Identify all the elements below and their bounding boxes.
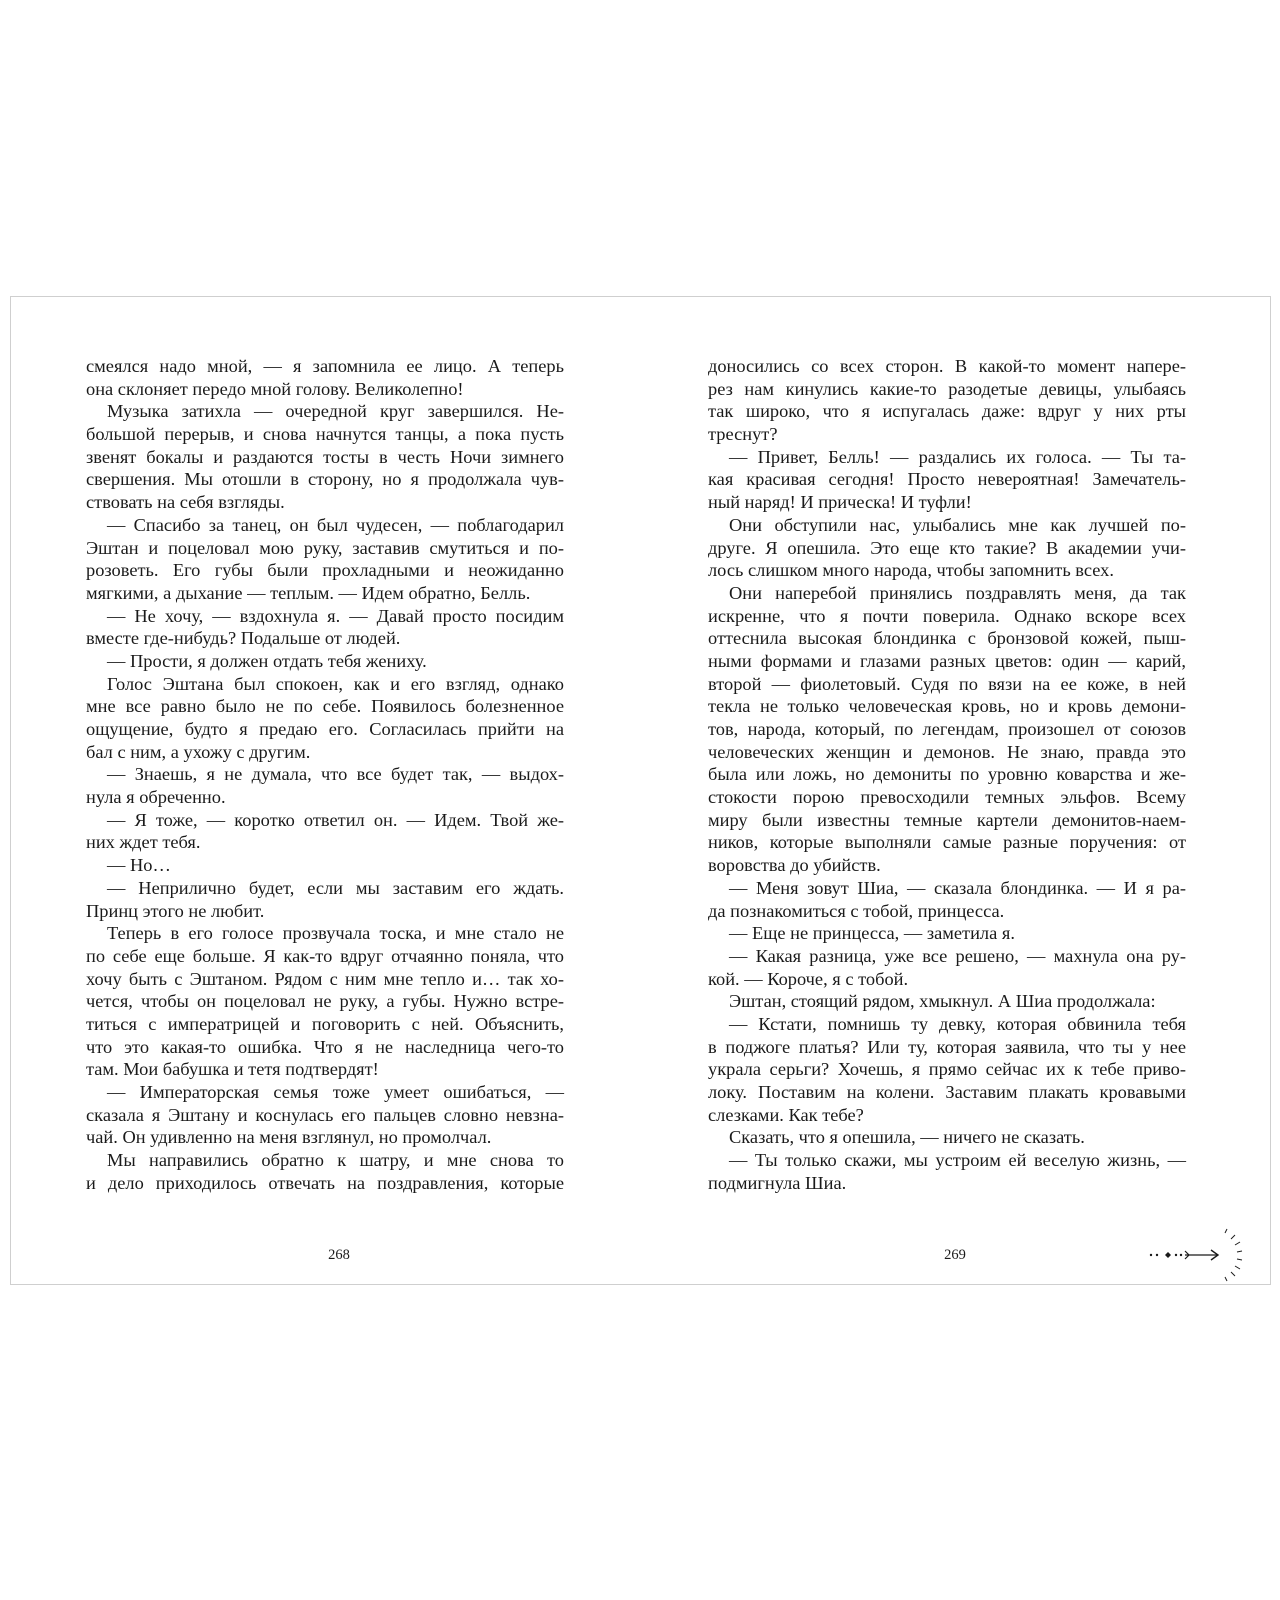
left-page-text-line: — Спасибо за танец, он был чудесен, — поблагодарил [107, 514, 564, 535]
right-page-text-line: да познакомиться с тобой, принцесса. [708, 900, 1005, 921]
left-page-text-line: розоветь. Его губы были прохладными и неожиданно [86, 560, 564, 581]
left-page-number: 268 [328, 1247, 350, 1263]
right-page-text-line: искренне, что я почти поверила. Однако вскоре всех [708, 605, 1186, 626]
left-page-text-line: хочу быть с Эштаном. Рядом с ним мне тепло и… так хо- [86, 968, 564, 989]
right-page-text-line: рез нам кинулись какие-то разодетые девицы, улыбаясь [708, 378, 1186, 399]
right-page-text-line: Они обступили нас, улыбались мне как лучшей по- [729, 514, 1186, 535]
left-page-text-line: свершения. Мы отошли в сторону, но я продолжала чув- [86, 469, 564, 490]
left-page-text-line: — Я тоже, — коротко ответил он. — Идем. Твой же- [107, 809, 564, 830]
right-page-text-line: Сказать, что я опешила, — ничего не сказать. [729, 1127, 1085, 1148]
right-page-text-line: ными формами и глазами разных цветов: один — карий, [708, 650, 1186, 671]
right-page-text-line: текла не только человеческая кровь, но и кровь демони- [708, 696, 1186, 717]
left-page-text-line: — Не хочу, — вздохнула я. — Давай просто посидим [107, 605, 564, 626]
left-page-text-line: Эштан и поцеловал мою руку, заставив смутиться и по- [86, 537, 564, 558]
left-page-text-line: Теперь в его голосе прозвучала тоска, и мне стало не [107, 923, 564, 944]
left-page-text [86, 355, 564, 1194]
left-page-text-line: мне все равно было не по себе. Появилось болезненное [86, 696, 564, 717]
left-page-text-line: по себе еще больше. Я как-то вдруг отчаянно поняла, что [86, 945, 564, 966]
arrow-moon-ornament-icon [1147, 1227, 1251, 1283]
left-page-text-line: — Но… [107, 855, 171, 876]
right-page-text-line: в поджоге платья? Или ту, которая заявила, что ты у нее [708, 1036, 1186, 1057]
left-page-text-line: ствовать на себя взгляды. [86, 492, 285, 513]
left-page-text-line: чется, чтобы он поцеловал не руку, а губы. Нужно встре- [86, 991, 564, 1012]
left-page-text-line: Мы направились обратно к шатру, и мне снова то [107, 1150, 564, 1171]
right-page-text-line: — Ты только скажи, мы устроим ей веселую жизнь, — [729, 1150, 1186, 1171]
left-page-text-line: титься с императрицей и поговорить с ней. Объяснить, [86, 1013, 564, 1034]
left-page-text-line: большой перерыв, и снова начнутся танцы, а пока пусть [86, 424, 564, 445]
right-page-text-line: кая красивая сегодня! Просто невероятная! Замечатель- [708, 469, 1186, 490]
right-page-text-line: человеческих женщин и демонов. Не знаю, правда это [708, 741, 1186, 762]
right-page-text-line: украла серьги? Хочешь, я прямо сейчас их к тебе приво- [708, 1059, 1186, 1080]
right-page-text-line: — Привет, Белль! — раздались их голоса. — Ты та- [729, 446, 1186, 467]
right-page-text-line: треснут? [708, 424, 778, 445]
right-page-text-line: второй — фиолетовый. Судя по вязи на ее коже, в ней [708, 673, 1186, 694]
left-page-text-line: бал с ним, а ухожу с другим. [86, 741, 311, 762]
left-page-text-line: нула я обреченно. [86, 787, 226, 808]
left-page-text-line: чай. Он удивленно на меня взглянул, но промолчал. [86, 1127, 492, 1148]
left-page-text-line: сказала я Эштану и коснулась его пальцев словно невзна- [86, 1104, 564, 1125]
left-page-text-line: — Прости, я должен отдать тебя жениху. [107, 650, 427, 671]
left-page-text-line: ощущение, будто я предаю его. Согласилась прийти на [86, 719, 564, 739]
right-page-text-line: друге. Я опешила. Это еще кто такие? В академии учи- [708, 537, 1186, 558]
right-page-text-line: так широко, что я испугалась даже: вдруг у них рты [708, 401, 1186, 422]
left-page-text-line: и дело приходилось отвечать на поздравления, которые [86, 1172, 564, 1193]
left-page-text-line: она склоняет передо мной голову. Великолепно! [86, 378, 464, 399]
right-page-text [708, 355, 1186, 1194]
right-page-text-line: подмигнула Шиа. [708, 1172, 847, 1193]
right-page-text-line: миру были известны темные картели демонитов-наем- [708, 809, 1186, 830]
right-page-text-line: ный наряд! И прическа! И туфли! [708, 492, 972, 513]
right-page-text-line: кой. — Короче, я с тобой. [708, 968, 909, 989]
left-page-text-line: — Неприлично будет, если мы заставим его ждать. [107, 877, 564, 898]
right-page-text-line: Эштан, стоящий рядом, хмыкнул. А Шиа продолжала: [729, 991, 1156, 1012]
right-page-text-line: оттеснила высокая блондинка с бронзовой кожей, пыш- [708, 628, 1186, 649]
right-page-text-line: лось слишком много народа, чтобы запомнить всех. [708, 560, 1114, 581]
right-page-text-line: Они наперебой принялись поздравлять меня, да так [729, 582, 1186, 603]
right-page-text-line: доносились со всех сторон. В какой-то момент напере- [708, 356, 1186, 376]
left-page-text-line: Музыка затихла — очередной круг завершился. Не- [107, 401, 564, 422]
left-page-text-line: что это какая-то ошибка. Что я не наследница чего-то [86, 1036, 564, 1057]
left-page-text-line: них ждет тебя. [86, 832, 201, 853]
left-page-text-line: звенят бокалы и раздаются тосты в честь Ночи зимнего [86, 446, 564, 467]
right-page-number: 269 [944, 1247, 966, 1263]
right-page-text-line: — Еще не принцесса, — заметила я. [729, 923, 1015, 944]
left-page-text-line: — Знаешь, я не думала, что все будет так, — выдох- [107, 764, 564, 785]
right-page-text-line: стокости порою превосходили темных эльфов. Всему [708, 787, 1186, 808]
book-spread [10, 296, 1271, 1285]
left-page-text-line: Голос Эштана был спокоен, как и его взгляд, однако [107, 673, 564, 694]
right-page-text-line: локу. Поставим на колени. Заставим плакать кровавыми [708, 1082, 1186, 1102]
right-page-text-line: — Кстати, помнишь ту девку, которая обвинила тебя [729, 1013, 1186, 1034]
left-page-text-line: вместе где-нибудь? Подальше от людей. [86, 628, 401, 649]
left-page-text-line: смеялся надо мной, — я запомнила ее лицо. А теперь [86, 356, 564, 376]
right-page-text-line: слезками. Как тебе? [708, 1104, 864, 1125]
right-page-text-line: — Меня зовут Шиа, — сказала блондинка. — И я ра- [729, 877, 1186, 898]
right-page-text-line: ников, которые выполняли самые разные поручения: от [708, 832, 1186, 853]
left-page-text-line: — Императорская семья тоже умеет ошибаться, — [107, 1082, 564, 1102]
right-page-text-line: была или ложь, но демониты по уровню коварства и же- [708, 764, 1186, 785]
left-page-text-line: Принц этого не любит. [86, 900, 265, 921]
left-page-text-line: мягкими, а дыхание — теплым. — Идем обратно, Белль. [86, 582, 531, 603]
left-page-text-line: там. Мои бабушка и тетя подтвердят! [86, 1059, 379, 1080]
right-page-text-line: тов, народа, который, по легендам, произошел от союзов [708, 719, 1186, 739]
right-page-text-line: — Какая разница, уже все решено, — махнула она ру- [729, 945, 1186, 966]
right-page-text-line: воровства до убийств. [708, 855, 881, 876]
